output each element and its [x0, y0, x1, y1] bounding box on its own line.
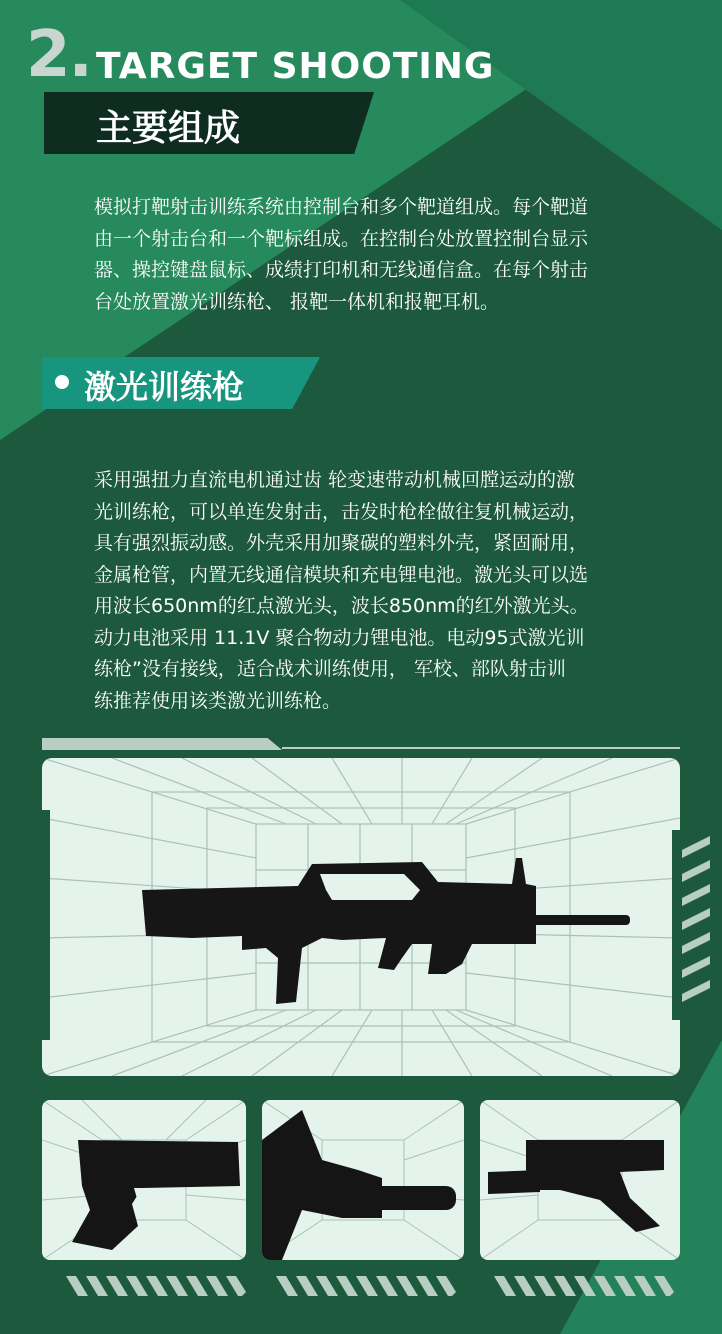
description-line: 采用强扭力直流电机通过齿 轮变速带动机械回膛运动的激 [94, 469, 576, 491]
divider-bar [42, 738, 282, 750]
side-stripes [682, 836, 712, 1008]
rifle-detail-photo [262, 1100, 464, 1260]
divider-line [282, 747, 680, 749]
rifle-silhouette [142, 858, 630, 1004]
description-line: 动力电池采用 11.1V 聚合物动力锂电池。电动95式激光训 [94, 626, 585, 649]
intro-line: 器、操控键盘鼠标、成绩打印机和无线通信盒。在每个射击 [94, 259, 589, 281]
pistol-photo-1 [42, 1100, 246, 1260]
intro-line: 台处放置激光训练枪、 报靶一体机和报靶耳机。 [94, 290, 500, 313]
description-line: 练枪”没有接线，适合战术训练使用， 军校、部队射击训 [94, 658, 566, 680]
description-line: 具有强烈振动感。外壳采用加聚碳的塑料外壳，紧固耐用， [94, 532, 589, 554]
rifle-photo [42, 758, 680, 1076]
description-line: 用波长650nm的红点激光头，波长850nm的红外激光头。 [94, 595, 589, 617]
frame-notch-left [42, 810, 50, 1040]
description-line: 练推荐使用该类激光训练枪。 [94, 689, 342, 712]
main-title: 主要组成 [96, 108, 241, 149]
bullet-icon [55, 375, 69, 389]
pistol-photo-2 [480, 1100, 680, 1260]
gun-description [94, 465, 654, 717]
subheading-title: 激光训练枪 [84, 368, 245, 406]
description-line: 光训练枪，可以单连发射击，击发时枪栓做往复机械运动， [94, 500, 589, 523]
bottom-stripes-3 [494, 1276, 674, 1298]
bottom-stripes-1 [66, 1276, 246, 1298]
description-line: 金属枪管，内置无线通信模块和充电锂电池。激光头可以选 [94, 563, 589, 586]
intro-line: 由一个射击台和一个靶标组成。在控制台处放置控制台显示 [94, 227, 589, 250]
page-title: TARGET SHOOTING [96, 46, 495, 87]
intro-line: 模拟打靶射击训练系统由控制台和多个靶道组成。每个靶道 [94, 196, 589, 218]
section-number: 2. [26, 18, 91, 92]
grid-room-graphic [42, 758, 680, 1076]
frame-notch-right [672, 830, 680, 1020]
intro-paragraph [94, 192, 654, 318]
bottom-stripes-2 [276, 1276, 456, 1298]
